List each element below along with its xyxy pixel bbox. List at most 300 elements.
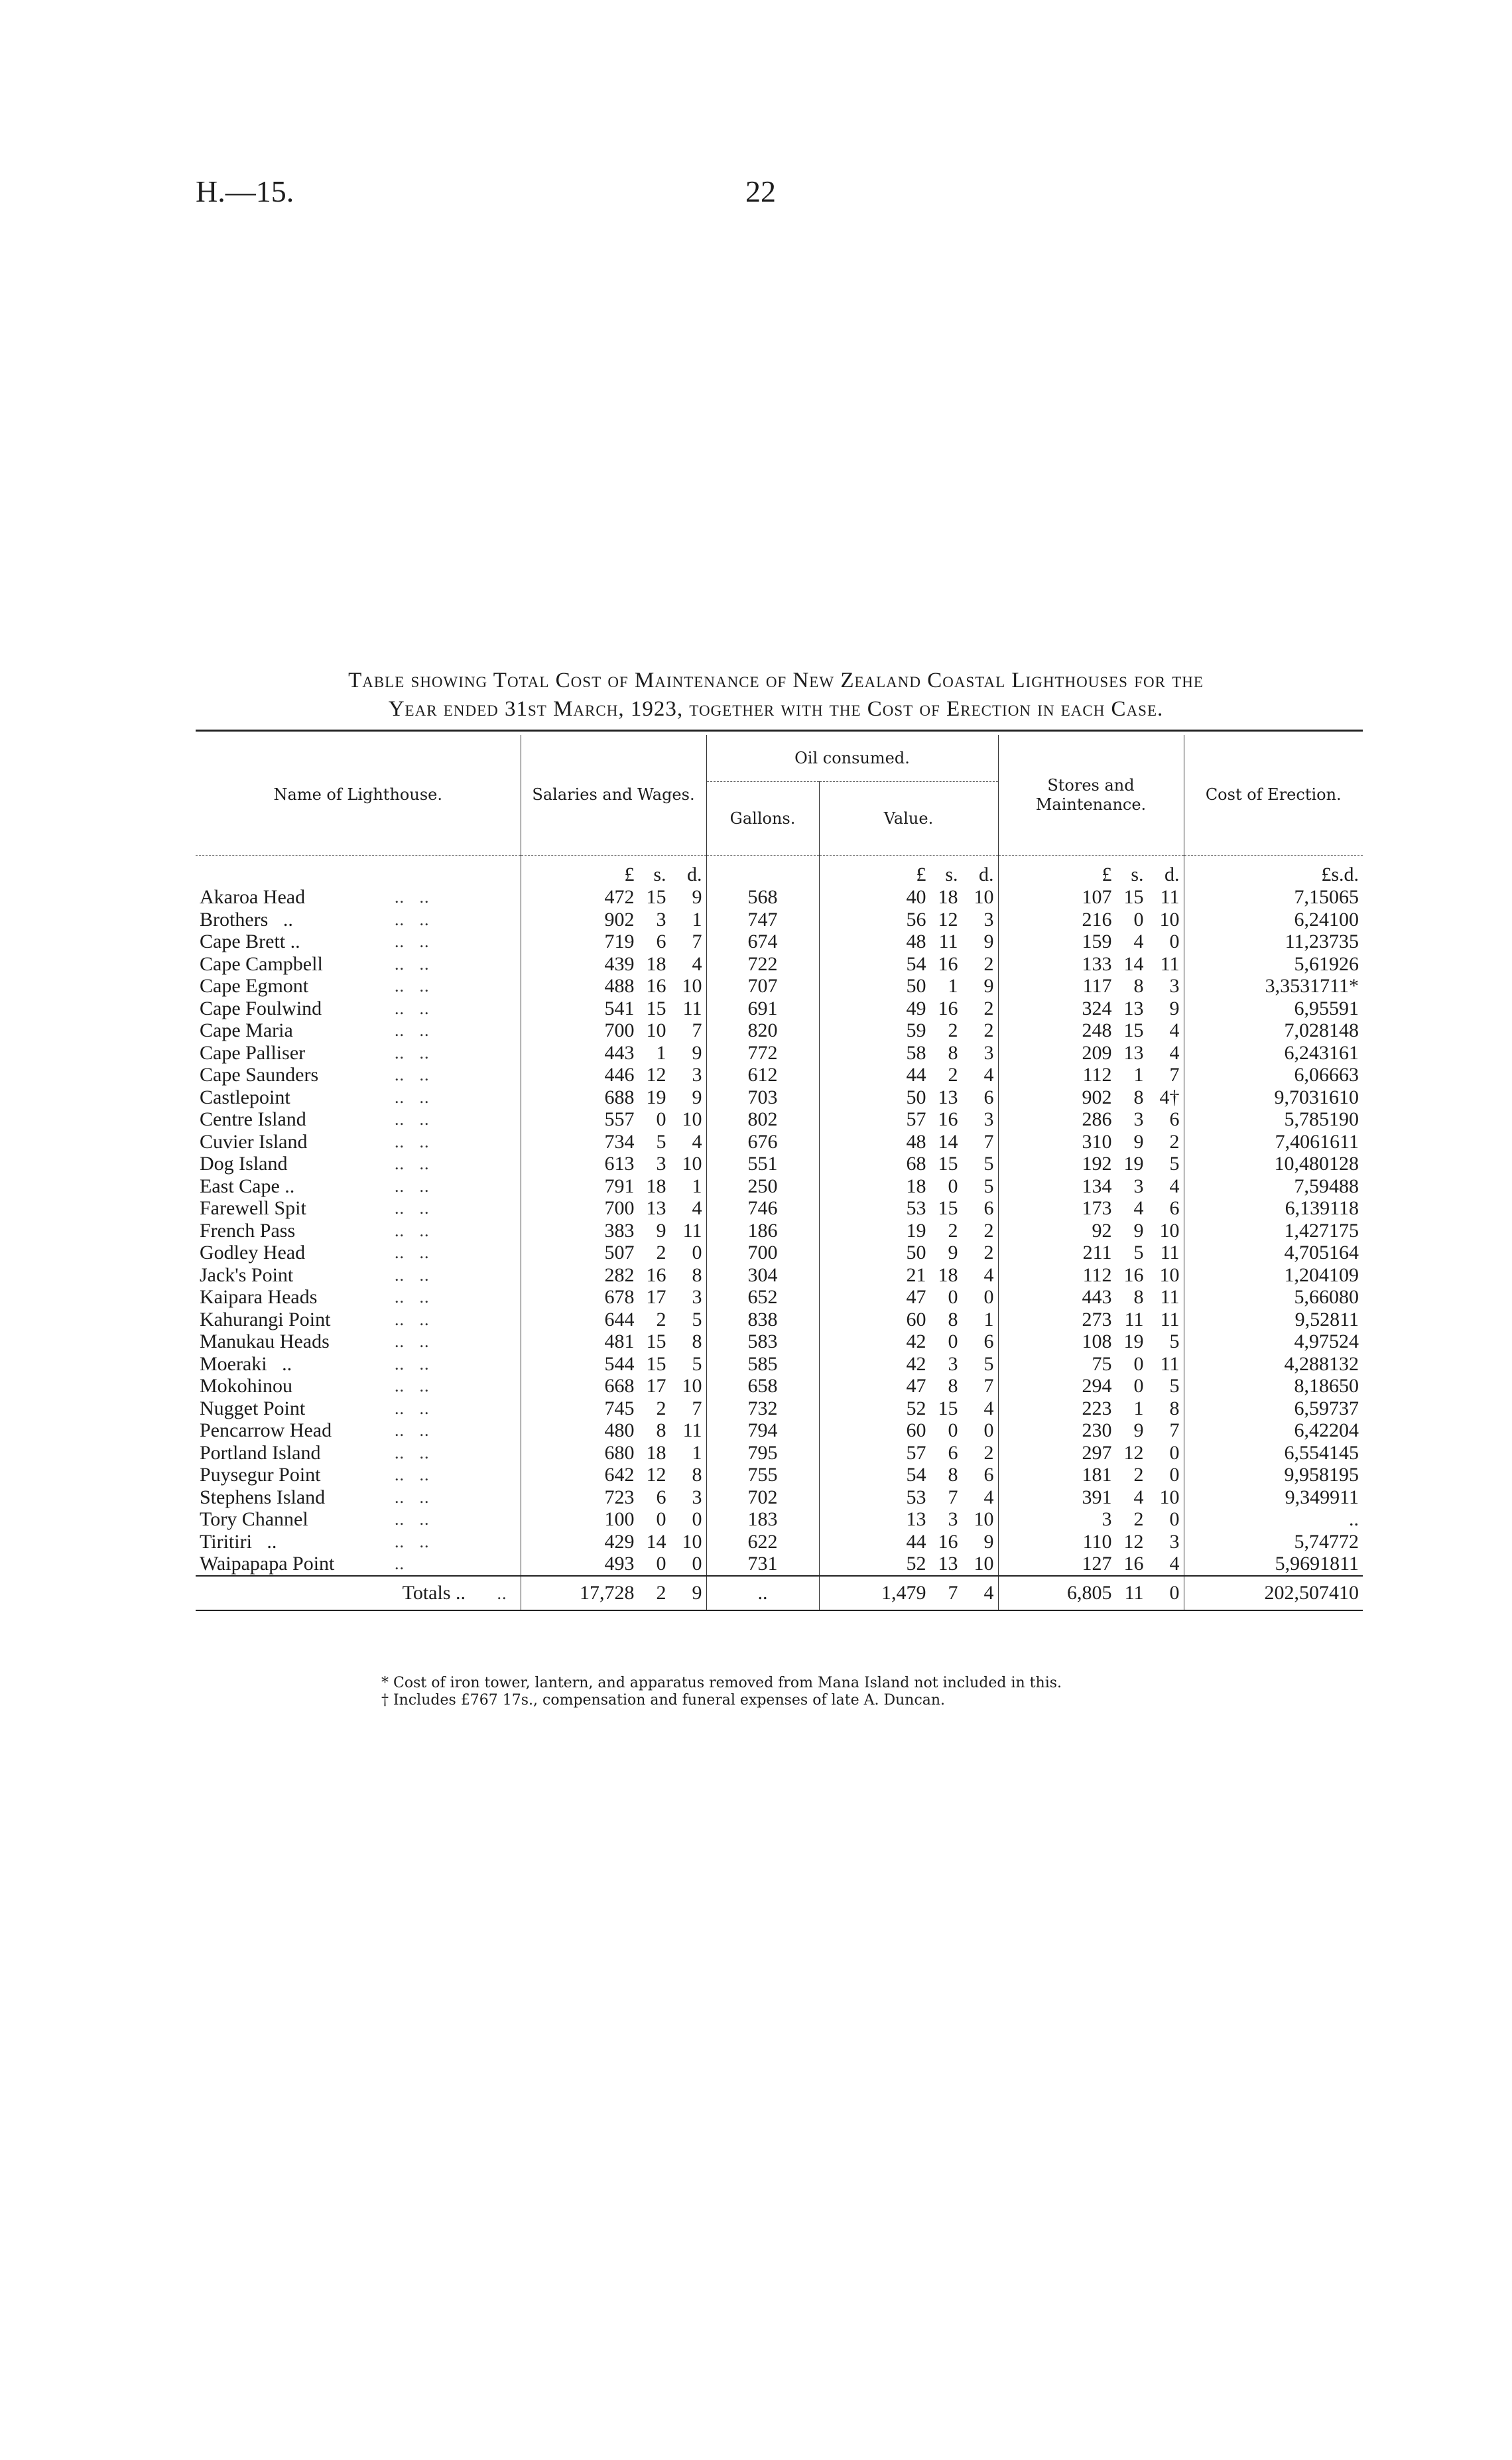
lighthouse-name: Kaipara Heads (200, 1286, 318, 1308)
salaries-pence: 10 (682, 1530, 702, 1553)
stores-shillings: 9 (1133, 1130, 1144, 1153)
leader-dots: .. .. (395, 1398, 430, 1418)
oil-value-pence: 0 (983, 1286, 994, 1308)
salaries-shillings: 17 (646, 1375, 666, 1397)
erection-shillings: 14 (1329, 1441, 1349, 1464)
stores-pence: 0 (1169, 1508, 1180, 1530)
gallons-value: 747 (706, 909, 819, 931)
stores-pence: 9 (1169, 997, 1180, 1019)
oil-value-pounds: 19 (906, 1219, 926, 1242)
stores-pounds: 230 (1082, 1419, 1112, 1441)
oil-value-shillings: 18 (938, 1263, 958, 1286)
erection-pence: 4 (1349, 1419, 1359, 1441)
salaries-shillings: 13 (646, 1197, 666, 1219)
gallons-value: 568 (706, 886, 819, 909)
totals-value-pounds: 1,479 (881, 1581, 926, 1604)
col-header-gallons: Gallons. (706, 782, 819, 856)
lighthouse-name: Akaroa Head (200, 886, 306, 908)
table-row (196, 1464, 1363, 1486)
oil-value-pence: 9 (983, 931, 994, 952)
stores-pounds: 192 (1082, 1153, 1112, 1175)
unit-pound: £ (1102, 864, 1112, 885)
gallons-value: 795 (706, 1442, 819, 1464)
erection-pence: 5 (1349, 1464, 1359, 1486)
oil-value-shillings: 2 (948, 1019, 958, 1041)
stores-shillings: 4 (1133, 1197, 1144, 1219)
erection-shillings: 8 (1339, 1175, 1349, 1197)
stores-shillings: 2 (1133, 1464, 1144, 1486)
table-row (196, 998, 1363, 1020)
oil-value-pounds: 56 (906, 908, 926, 931)
lighthouse-name: Pencarrow Head (200, 1419, 332, 1441)
leader-dots: .. .. (395, 1465, 430, 1484)
stores-pounds: 209 (1082, 1041, 1112, 1064)
stores-shillings: 15 (1123, 1019, 1144, 1041)
table-row (196, 1197, 1363, 1220)
oil-value-pence: 5 (983, 1153, 994, 1175)
gallons-value: 820 (706, 1019, 819, 1042)
lighthouse-name: Cape Campbell (200, 952, 323, 975)
erection-shillings: 17 (1329, 1219, 1349, 1242)
totals-erection-shillings: 4 (1329, 1581, 1339, 1604)
stores-pence: 4 (1169, 1175, 1180, 1197)
stores-pounds: 75 (1092, 1352, 1112, 1375)
erection-shillings: 16 (1329, 1041, 1349, 1064)
erection-shillings: 11 (1330, 1197, 1349, 1219)
oil-value-pounds: 53 (906, 1486, 926, 1508)
oil-value-pounds: 49 (906, 997, 926, 1019)
erection-shillings: 10 (1329, 1263, 1349, 1286)
salaries-pounds: 493 (604, 1553, 635, 1575)
stores-shillings: 1 (1133, 1397, 1144, 1419)
erection-shillings: 3 (1339, 1397, 1349, 1419)
stores-pounds: 3 (1102, 1508, 1112, 1530)
erection-shillings: 19 (1329, 1464, 1349, 1486)
erection-pounds: 4,705 (1284, 1242, 1329, 1263)
leader-dots: .. .. (395, 998, 430, 1018)
table-row (196, 1330, 1363, 1353)
gallons-value: 622 (706, 1531, 819, 1553)
salaries-pounds: 488 (604, 975, 635, 997)
table-row (196, 1131, 1363, 1153)
oil-value-pence: 7 (983, 1130, 994, 1153)
stores-pounds: 133 (1082, 952, 1112, 975)
salaries-shillings: 15 (646, 997, 666, 1019)
table-title-line-1: Table showing Total Cost of Maintenance of New Zealand Coastal Lighthouses for the (348, 669, 1204, 692)
oil-value-shillings: 2 (948, 1064, 958, 1086)
erection-pounds: 9,349 (1285, 1486, 1330, 1508)
erection-shillings: 5 (1339, 1375, 1349, 1397)
erection-pounds: 7,150 (1294, 886, 1339, 908)
leader-dots: .. .. (395, 1220, 430, 1240)
totals-stores-shillings: 11 (1124, 1581, 1144, 1604)
erection-pence: 8 (1349, 1153, 1359, 1175)
stores-shillings: 3 (1133, 1175, 1144, 1197)
oil-value-pence: 2 (983, 1019, 994, 1041)
oil-value-shillings: 3 (948, 1352, 958, 1375)
table-row (196, 909, 1363, 931)
salaries-shillings: 15 (646, 886, 666, 908)
erection-shillings: 7 (1339, 1530, 1349, 1553)
stores-pence: 5 (1169, 1153, 1180, 1175)
oil-value-pence: 6 (983, 1086, 994, 1108)
gallons-value: 304 (706, 1264, 819, 1287)
oil-value-shillings: 15 (938, 1197, 958, 1219)
erection-shillings: 16 (1329, 1242, 1349, 1263)
salaries-shillings: 5 (656, 1130, 666, 1153)
lighthouse-name: Centre Island (200, 1108, 306, 1130)
erection-pounds: 6,955 (1294, 997, 1339, 1019)
oil-value-shillings: 0 (948, 1330, 958, 1352)
erection-pounds: 6,554 (1284, 1441, 1329, 1464)
stores-shillings: 14 (1123, 952, 1144, 975)
gallons-value: 250 (706, 1175, 819, 1198)
erection-pounds: 5,747 (1294, 1530, 1339, 1553)
oil-value-pounds: 57 (906, 1441, 926, 1464)
stores-pounds: 110 (1082, 1530, 1112, 1553)
totals-value-pence: 4 (983, 1581, 994, 1604)
erection-pence: 0 (1349, 1286, 1359, 1308)
salaries-shillings: 18 (646, 1175, 666, 1197)
salaries-pence: 3 (692, 1286, 702, 1308)
erection-shillings: 9 (1339, 997, 1349, 1019)
gallons-value: 755 (706, 1464, 819, 1486)
erection-shillings: 12 (1329, 1153, 1349, 1175)
oil-value-shillings: 13 (938, 1553, 958, 1575)
salaries-shillings: 12 (646, 1464, 666, 1486)
stores-pounds: 92 (1092, 1219, 1112, 1242)
leader-dots: .. .. (395, 1198, 430, 1218)
leader-dots: .. .. (395, 1043, 430, 1063)
document-code: H.—15. (196, 174, 294, 208)
oil-value-pence: 4 (983, 1064, 994, 1086)
footnote-dagger: † Includes £767 17s., compensation and funeral expenses of late A. Duncan. (381, 1692, 946, 1709)
oil-value-shillings: 18 (938, 886, 958, 908)
table-row (196, 931, 1363, 953)
salaries-pounds: 507 (604, 1242, 635, 1263)
oil-value-pounds: 44 (906, 1530, 926, 1553)
oil-value-pounds: 57 (906, 1108, 926, 1130)
totals-leader-dots: .. (497, 1583, 507, 1603)
stores-pounds: 216 (1082, 908, 1112, 931)
leader-dots: .. .. (395, 1065, 430, 1084)
oil-value-pounds: 40 (906, 886, 926, 908)
salaries-pounds: 613 (604, 1153, 635, 1175)
erection-shillings: 8 (1339, 1286, 1349, 1308)
erection-shillings: 3 (1339, 931, 1349, 952)
gallons-value: 183 (706, 1508, 819, 1531)
leader-dots: .. .. (395, 1287, 430, 1307)
lighthouse-name: Dog Island (200, 1153, 288, 1175)
oil-value-shillings: 16 (938, 1108, 958, 1130)
gallons-value: 772 (706, 1042, 819, 1065)
erection-pounds: 10,480 (1274, 1153, 1329, 1175)
salaries-pounds: 678 (604, 1286, 635, 1308)
oil-value-shillings: 11 (938, 931, 958, 952)
erection-shillings: 16 (1320, 1130, 1340, 1153)
erection-shillings: 17 (1310, 975, 1330, 997)
salaries-pence: 8 (692, 1464, 702, 1486)
col-header-erection: Cost of Erection. (1184, 735, 1363, 856)
erection-pence: 9 (1349, 1263, 1359, 1286)
oil-value-shillings: 8 (948, 1375, 958, 1397)
lighthouse-name: Moeraki .. (200, 1352, 292, 1375)
oil-value-pounds: 52 (906, 1553, 926, 1575)
stores-shillings: 0 (1133, 1352, 1144, 1375)
oil-value-shillings: 8 (948, 1464, 958, 1486)
gallons-value: 612 (706, 1064, 819, 1086)
salaries-pence: 8 (692, 1330, 702, 1352)
oil-value-shillings: 16 (938, 1530, 958, 1553)
oil-value-shillings: 2 (948, 1219, 958, 1242)
salaries-shillings: 6 (656, 1486, 666, 1508)
stores-pence: 11 (1160, 886, 1180, 908)
stores-shillings: 19 (1123, 1153, 1144, 1175)
erection-shillings: 2 (1339, 1330, 1349, 1352)
oil-value-shillings: 15 (938, 1397, 958, 1419)
table-row (196, 1042, 1363, 1065)
salaries-pence: 4 (692, 952, 702, 975)
erection-shillings: 2 (1339, 952, 1349, 975)
erection-pence: 5 (1349, 931, 1359, 952)
oil-value-shillings: 15 (938, 1153, 958, 1175)
stores-pence: 4 (1169, 1553, 1180, 1575)
erection-pence: 1 (1349, 1041, 1359, 1064)
unit-pence: d. (687, 864, 702, 885)
erection-pounds: 8,186 (1294, 1375, 1339, 1397)
stores-pounds: 310 (1082, 1130, 1112, 1153)
oil-value-pence: 6 (983, 1197, 994, 1219)
erection-pounds: 1,204 (1284, 1263, 1329, 1286)
salaries-pence: 1 (692, 1175, 702, 1197)
table-row (196, 1353, 1363, 1376)
unit-pence: d. (1344, 864, 1359, 885)
salaries-pence: 1 (692, 908, 702, 931)
salaries-pounds: 100 (604, 1508, 635, 1530)
title-rule (196, 730, 1363, 732)
erection-pence: 1 (1349, 997, 1359, 1019)
salaries-shillings: 12 (646, 1064, 666, 1086)
oil-value-shillings: 3 (948, 1508, 958, 1530)
salaries-shillings: 0 (656, 1553, 666, 1575)
erection-pounds: 5,969 (1275, 1553, 1320, 1575)
lighthouse-name: Kahurangi Point (200, 1308, 331, 1330)
erection-shillings: 1 (1340, 1308, 1349, 1330)
stores-shillings: 12 (1123, 1441, 1144, 1464)
salaries-pence: 10 (682, 1375, 702, 1397)
oil-value-pence: 10 (974, 1508, 994, 1530)
totals-label: Totals .. (402, 1581, 466, 1604)
oil-value-shillings: 12 (938, 908, 958, 931)
oil-value-shillings: 13 (938, 1086, 958, 1108)
stores-pence: 11 (1160, 1308, 1180, 1330)
salaries-shillings: 15 (646, 1352, 666, 1375)
salaries-shillings: 2 (656, 1397, 666, 1419)
table-title (192, 667, 1359, 724)
lighthouse-name: Nugget Point (200, 1397, 306, 1419)
erection-pence: 2 (1349, 1530, 1359, 1553)
salaries-shillings: 19 (646, 1086, 666, 1108)
salaries-pounds: 429 (604, 1530, 635, 1553)
oil-value-shillings: 9 (948, 1242, 958, 1263)
gallons-value: 722 (706, 953, 819, 976)
stores-pence: 2 (1169, 1130, 1180, 1153)
erection-pence: 4 (1349, 1330, 1359, 1352)
oil-value-pounds: 54 (906, 1464, 926, 1486)
gallons-value: 802 (706, 1108, 819, 1131)
stores-pence: 5 (1169, 1375, 1180, 1397)
salaries-pounds: 446 (604, 1064, 635, 1086)
oil-value-shillings: 8 (948, 1041, 958, 1064)
lighthouse-name: Jack's Point (200, 1263, 294, 1286)
stores-pence: 11 (1160, 1242, 1180, 1263)
leader-dots: .. .. (395, 1132, 430, 1151)
salaries-shillings: 2 (656, 1242, 666, 1263)
erection-pence: 1 (1349, 1308, 1359, 1330)
table-header-row-1 (196, 735, 1363, 782)
lighthouse-cost-table (196, 735, 1363, 1611)
stores-shillings: 16 (1123, 1263, 1144, 1286)
stores-pounds: 248 (1082, 1019, 1112, 1041)
leader-dots: .. .. (395, 1021, 430, 1040)
oil-value-pence: 4 (983, 1397, 994, 1419)
stores-pounds: 294 (1082, 1375, 1112, 1397)
leader-dots: .. .. (395, 1243, 430, 1262)
footnotes (381, 1675, 1062, 1709)
col-header-salaries: Salaries and Wages. (521, 735, 706, 856)
erection-pounds: 5,619 (1294, 952, 1339, 975)
stores-shillings: 9 (1133, 1419, 1144, 1441)
oil-value-pounds: 48 (906, 931, 926, 952)
stores-pence: 6 (1169, 1108, 1180, 1130)
stores-pence: 10 (1159, 1219, 1180, 1242)
salaries-pounds: 642 (604, 1464, 635, 1486)
stores-pounds: 273 (1082, 1308, 1112, 1330)
erection-shillings: 18 (1320, 1553, 1340, 1575)
stores-pounds: 902 (1082, 1086, 1112, 1108)
oil-value-pounds: 50 (906, 1086, 926, 1108)
gallons-value: 583 (706, 1330, 819, 1353)
erection-shillings: 16 (1319, 1086, 1339, 1108)
stores-pence: 7 (1169, 1064, 1180, 1086)
oil-value-pounds: 50 (906, 975, 926, 997)
erection-pence: 3 (1349, 1064, 1359, 1086)
oil-value-pence: 9 (983, 1530, 994, 1553)
unit-shilling: s. (1331, 864, 1344, 885)
oil-value-pence: 6 (983, 1464, 994, 1486)
stores-shillings: 13 (1123, 1041, 1144, 1064)
oil-value-pence: 5 (983, 1175, 994, 1197)
salaries-pence: 0 (692, 1553, 702, 1575)
table-row (196, 1419, 1363, 1442)
salaries-pounds: 557 (604, 1108, 635, 1130)
erection-pence: 5 (1349, 1219, 1359, 1242)
unit-pence: d. (1165, 864, 1180, 885)
salaries-pounds: 745 (604, 1397, 635, 1419)
oil-value-pence: 2 (983, 1219, 994, 1242)
lighthouse-name: Tiritiri .. (200, 1530, 277, 1553)
salaries-shillings: 18 (646, 952, 666, 975)
stores-pounds: 391 (1082, 1486, 1112, 1508)
oil-value-pounds: 53 (906, 1197, 926, 1219)
stores-pounds: 297 (1082, 1441, 1112, 1464)
gallons-value: 186 (706, 1220, 819, 1242)
lighthouse-name: Portland Island (200, 1441, 321, 1464)
gallons-value: 707 (706, 975, 819, 998)
stores-pence: 11 (1160, 1286, 1180, 1308)
table-row (196, 1286, 1363, 1309)
table-row (196, 953, 1363, 976)
salaries-pence: 10 (682, 1108, 702, 1130)
stores-pounds: 173 (1082, 1197, 1112, 1219)
stores-shillings: 4 (1133, 931, 1144, 952)
table-row (196, 1375, 1363, 1397)
stores-pounds: 211 (1082, 1242, 1112, 1263)
salaries-pounds: 443 (604, 1041, 635, 1064)
oil-value-shillings: 0 (948, 1419, 958, 1441)
oil-value-pence: 0 (983, 1419, 994, 1441)
oil-value-pounds: 44 (906, 1064, 926, 1086)
stores-pence: 10 (1159, 1486, 1180, 1508)
erection-shillings: 13 (1329, 1352, 1349, 1375)
oil-value-pounds: 21 (906, 1263, 926, 1286)
gallons-value: 746 (706, 1197, 819, 1220)
totals-erection-pence: 10 (1339, 1581, 1359, 1604)
units-row (196, 856, 1363, 887)
erection-pounds: 9,528 (1294, 1308, 1340, 1330)
stores-pounds: 108 (1082, 1330, 1112, 1352)
salaries-pence: 5 (692, 1352, 702, 1375)
erection-pence: 0 (1349, 1375, 1359, 1397)
stores-pounds: 107 (1082, 886, 1112, 908)
leader-dots: .. .. (395, 1154, 430, 1173)
oil-value-pence: 2 (983, 1441, 994, 1464)
gallons-value: 731 (706, 1553, 819, 1576)
erection-pence: 11 (1340, 1130, 1359, 1153)
salaries-pence: 4 (692, 1197, 702, 1219)
salaries-pounds: 544 (604, 1352, 635, 1375)
oil-value-pence: 4 (983, 1486, 994, 1508)
table-row (196, 1153, 1363, 1175)
erection-pounds: 9,703 (1274, 1086, 1319, 1108)
stores-shillings: 0 (1133, 1375, 1144, 1397)
table-row (196, 1220, 1363, 1242)
table-row (196, 1108, 1363, 1131)
salaries-pence: 10 (682, 975, 702, 997)
salaries-shillings: 16 (646, 1263, 666, 1286)
table-row (196, 1242, 1363, 1264)
erection-pence: 11 (1340, 1486, 1359, 1508)
salaries-pounds: 680 (604, 1441, 635, 1464)
oil-value-pounds: 54 (906, 952, 926, 975)
erection-pounds: 6,139 (1285, 1197, 1330, 1219)
oil-value-pence: 3 (983, 1108, 994, 1130)
salaries-pence: 10 (682, 1153, 702, 1175)
stores-shillings: 8 (1133, 1286, 1144, 1308)
unit-pence: d. (979, 864, 994, 885)
leader-dots: .. .. (395, 1376, 430, 1395)
salaries-pounds: 723 (604, 1486, 635, 1508)
erection-pence: 11* (1330, 975, 1359, 997)
table-row (196, 1508, 1363, 1531)
salaries-shillings: 17 (646, 1286, 666, 1308)
table-row (196, 1019, 1363, 1042)
lighthouse-name: Godley Head (200, 1242, 306, 1263)
salaries-pence: 7 (692, 1019, 702, 1041)
salaries-shillings: 6 (656, 931, 666, 952)
salaries-shillings: 3 (656, 908, 666, 931)
salaries-pence: 11 (682, 1419, 702, 1441)
